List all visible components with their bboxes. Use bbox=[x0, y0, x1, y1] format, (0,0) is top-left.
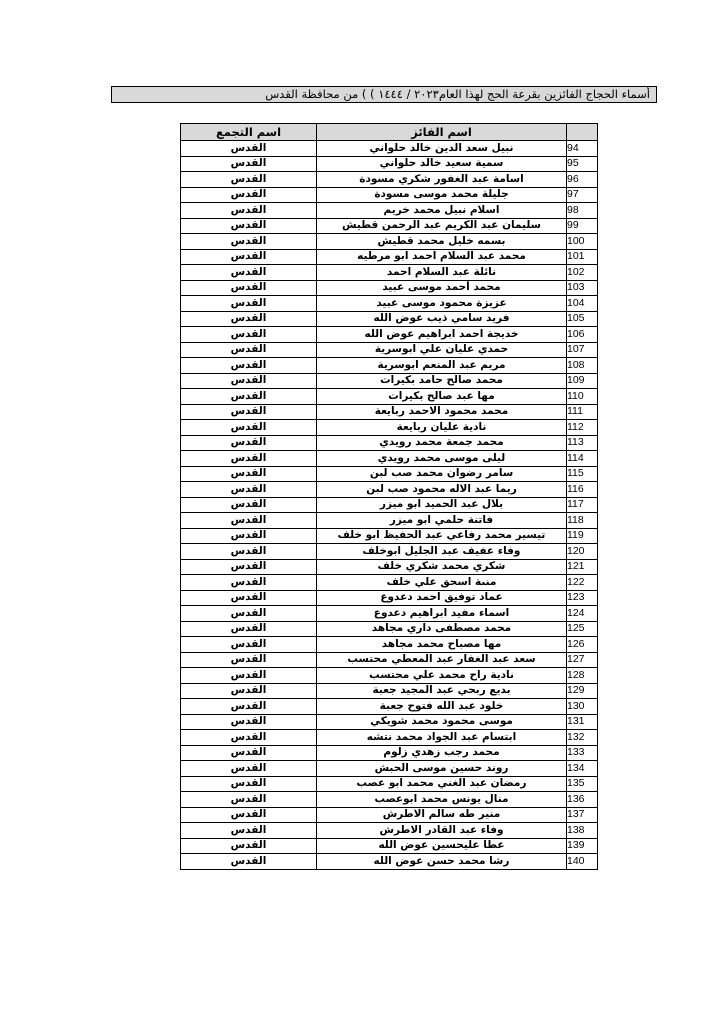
winner-name: عزيزة محمود موسى عبيد bbox=[317, 296, 567, 312]
group-name: القدس bbox=[181, 513, 317, 529]
row-number: 107 bbox=[567, 342, 598, 358]
winner-name: مها عبد صالح بكيرات bbox=[317, 389, 567, 405]
table-row bbox=[181, 296, 598, 312]
group-name: القدس bbox=[181, 683, 317, 699]
column-header-group: اسم التجمع bbox=[181, 124, 317, 141]
group-name: القدس bbox=[181, 637, 317, 653]
row-number: 114 bbox=[567, 451, 598, 467]
table-row bbox=[181, 513, 598, 529]
row-number: 121 bbox=[567, 559, 598, 575]
table-row bbox=[181, 265, 598, 281]
group-name: القدس bbox=[181, 792, 317, 808]
row-number: 126 bbox=[567, 637, 598, 653]
group-name: القدس bbox=[181, 807, 317, 823]
group-name: القدس bbox=[181, 373, 317, 389]
group-name: القدس bbox=[181, 730, 317, 746]
table-row bbox=[181, 451, 598, 467]
table-row bbox=[181, 249, 598, 265]
winner-name: شكري محمد شكري خلف bbox=[317, 559, 567, 575]
table-row bbox=[181, 699, 598, 715]
winner-name: فريد سامي ذيب عوض الله bbox=[317, 311, 567, 327]
winner-name: سمية سعيد خالد حلواني bbox=[317, 156, 567, 172]
winner-name: مها مصباح محمد مجاهد bbox=[317, 637, 567, 653]
group-name: القدس bbox=[181, 141, 317, 157]
group-name: القدس bbox=[181, 482, 317, 498]
row-number: 117 bbox=[567, 497, 598, 513]
row-number: 133 bbox=[567, 745, 598, 761]
winner-name: فاتنة حلمي ابو ميزر bbox=[317, 513, 567, 529]
winner-name: بديع ربحي عبد المجيد جعبة bbox=[317, 683, 567, 699]
group-name: القدس bbox=[181, 854, 317, 870]
group-name: القدس bbox=[181, 187, 317, 203]
group-name: القدس bbox=[181, 575, 317, 591]
table-row bbox=[181, 854, 598, 870]
winner-name: نبيل سعد الدين خالد حلواني bbox=[317, 141, 567, 157]
row-number: 106 bbox=[567, 327, 598, 343]
table-row bbox=[181, 218, 598, 234]
row-number: 131 bbox=[567, 714, 598, 730]
group-name: القدس bbox=[181, 249, 317, 265]
row-number: 132 bbox=[567, 730, 598, 746]
row-number: 138 bbox=[567, 823, 598, 839]
table-row bbox=[181, 234, 598, 250]
row-number: 111 bbox=[567, 404, 598, 420]
row-number: 105 bbox=[567, 311, 598, 327]
group-name: القدس bbox=[181, 497, 317, 513]
row-number: 97 bbox=[567, 187, 598, 203]
winner-name: منال يونس محمد ابوعصب bbox=[317, 792, 567, 808]
group-name: القدس bbox=[181, 668, 317, 684]
row-number: 140 bbox=[567, 854, 598, 870]
winner-name: نادية راح محمد علي محتسب bbox=[317, 668, 567, 684]
winner-name: بلال عبد الحميد ابو ميزر bbox=[317, 497, 567, 513]
group-name: القدس bbox=[181, 451, 317, 467]
winner-name: نائلة عبد السلام احمد bbox=[317, 265, 567, 281]
table-row bbox=[181, 621, 598, 637]
winner-name: روند حسين موسى الحبش bbox=[317, 761, 567, 777]
row-number: 129 bbox=[567, 683, 598, 699]
winner-name: عماد توفيق احمد دعدوع bbox=[317, 590, 567, 606]
table-row bbox=[181, 745, 598, 761]
row-number: 135 bbox=[567, 776, 598, 792]
row-number: 112 bbox=[567, 420, 598, 436]
table-row bbox=[181, 466, 598, 482]
group-name: القدس bbox=[181, 761, 317, 777]
row-number: 134 bbox=[567, 761, 598, 777]
table-row bbox=[181, 358, 598, 374]
row-number: 110 bbox=[567, 389, 598, 405]
row-number: 108 bbox=[567, 358, 598, 374]
group-name: القدس bbox=[181, 404, 317, 420]
group-name: القدس bbox=[181, 265, 317, 281]
row-number: 130 bbox=[567, 699, 598, 715]
winner-name: اسماء مفيد ابراهيم دعدوع bbox=[317, 606, 567, 622]
row-number: 128 bbox=[567, 668, 598, 684]
table-row bbox=[181, 404, 598, 420]
table-row bbox=[181, 327, 598, 343]
row-number: 137 bbox=[567, 807, 598, 823]
winner-name: عطا عليحسين عوض الله bbox=[317, 838, 567, 854]
winner-name: وفاء عفيف عبد الجليل ابوخلف bbox=[317, 544, 567, 560]
winner-name: منىة اسحق علي خلف bbox=[317, 575, 567, 591]
winner-name: حمدي عليان علي ابوسرية bbox=[317, 342, 567, 358]
table-row bbox=[181, 311, 598, 327]
group-name: القدس bbox=[181, 327, 317, 343]
winner-name: محمد عبد السلام احمد ابو مرطيه bbox=[317, 249, 567, 265]
group-name: القدس bbox=[181, 745, 317, 761]
row-number: 95 bbox=[567, 156, 598, 172]
winner-name: اسلام نبيل محمد خريم bbox=[317, 203, 567, 219]
winner-name: ليلى موسى محمد رويدي bbox=[317, 451, 567, 467]
row-number: 101 bbox=[567, 249, 598, 265]
group-name: القدس bbox=[181, 714, 317, 730]
winner-name: محمد جمعة محمد رويدي bbox=[317, 435, 567, 451]
winner-name: خديجة احمد ابراهيم عوض الله bbox=[317, 327, 567, 343]
table-row bbox=[181, 187, 598, 203]
group-name: القدس bbox=[181, 559, 317, 575]
table-row bbox=[181, 730, 598, 746]
winner-name: رمضان عبد الغني محمد ابو عصب bbox=[317, 776, 567, 792]
group-name: القدس bbox=[181, 234, 317, 250]
table-row bbox=[181, 683, 598, 699]
winner-name: بسمه خليل محمد قطيش bbox=[317, 234, 567, 250]
table-row bbox=[181, 373, 598, 389]
column-header-number bbox=[567, 124, 598, 141]
row-number: 127 bbox=[567, 652, 598, 668]
group-name: القدس bbox=[181, 203, 317, 219]
row-number: 113 bbox=[567, 435, 598, 451]
table-row bbox=[181, 776, 598, 792]
row-number: 122 bbox=[567, 575, 598, 591]
row-number: 124 bbox=[567, 606, 598, 622]
winner-name: سامر رضوان محمد صب لبن bbox=[317, 466, 567, 482]
winner-name: ريما عبد الاله محمود صب لبن bbox=[317, 482, 567, 498]
table-row bbox=[181, 575, 598, 591]
group-name: القدس bbox=[181, 621, 317, 637]
winner-name: محمد مصطفى داري مجاهد bbox=[317, 621, 567, 637]
row-number: 123 bbox=[567, 590, 598, 606]
group-name: القدس bbox=[181, 838, 317, 854]
table-row bbox=[181, 590, 598, 606]
group-name: القدس bbox=[181, 280, 317, 296]
winners-table bbox=[180, 123, 598, 870]
winner-name: وفاء عبد القادر الاطرش bbox=[317, 823, 567, 839]
group-name: القدس bbox=[181, 652, 317, 668]
group-name: القدس bbox=[181, 699, 317, 715]
table-row bbox=[181, 652, 598, 668]
table-row bbox=[181, 528, 598, 544]
table-row bbox=[181, 559, 598, 575]
table-row bbox=[181, 172, 598, 188]
row-number: 94 bbox=[567, 141, 598, 157]
row-number: 109 bbox=[567, 373, 598, 389]
group-name: القدس bbox=[181, 311, 317, 327]
table-row bbox=[181, 203, 598, 219]
table-row bbox=[181, 761, 598, 777]
column-header-name: اسم الفائز bbox=[317, 124, 567, 141]
table-row bbox=[181, 668, 598, 684]
winner-name: سليمان عبد الكريم عبد الرحمن قطيش bbox=[317, 218, 567, 234]
row-number: 139 bbox=[567, 838, 598, 854]
winner-name: محمد صالح حامد بكيرات bbox=[317, 373, 567, 389]
table-row bbox=[181, 342, 598, 358]
page-title: أسماء الحجاج الفائزين بقرعة الحج لهذا العام٢٠٢٣ / ١٤٤٤ ) ) من محافظة القدس bbox=[111, 86, 657, 103]
winner-name: منير طه سالم الاطرش bbox=[317, 807, 567, 823]
group-name: القدس bbox=[181, 296, 317, 312]
table-row bbox=[181, 792, 598, 808]
winner-name: خلود عبد الله فتوح جعبة bbox=[317, 699, 567, 715]
winner-name: محمد رجب زهدي زلوم bbox=[317, 745, 567, 761]
winner-name: ابتسام عبد الجواد محمد نتشه bbox=[317, 730, 567, 746]
winner-name: محمد محمود الاحمد ربايعة bbox=[317, 404, 567, 420]
group-name: القدس bbox=[181, 590, 317, 606]
table-row bbox=[181, 714, 598, 730]
group-name: القدس bbox=[181, 420, 317, 436]
group-name: القدس bbox=[181, 466, 317, 482]
row-number: 103 bbox=[567, 280, 598, 296]
row-number: 102 bbox=[567, 265, 598, 281]
group-name: القدس bbox=[181, 544, 317, 560]
group-name: القدس bbox=[181, 218, 317, 234]
group-name: القدس bbox=[181, 528, 317, 544]
table-row bbox=[181, 823, 598, 839]
winner-name: رشا محمد حسن عوض الله bbox=[317, 854, 567, 870]
table-row bbox=[181, 156, 598, 172]
row-number: 104 bbox=[567, 296, 598, 312]
row-number: 136 bbox=[567, 792, 598, 808]
winner-name: جليلة محمد موسى مسودة bbox=[317, 187, 567, 203]
table-row bbox=[181, 838, 598, 854]
table-row bbox=[181, 420, 598, 436]
winner-name: اسامة عبد الغفور شكري مسودة bbox=[317, 172, 567, 188]
winner-name: سعد عبد الغفار عبد المعطي محتسب bbox=[317, 652, 567, 668]
group-name: القدس bbox=[181, 172, 317, 188]
row-number: 116 bbox=[567, 482, 598, 498]
table-row bbox=[181, 807, 598, 823]
row-number: 118 bbox=[567, 513, 598, 529]
table-row bbox=[181, 389, 598, 405]
row-number: 119 bbox=[567, 528, 598, 544]
table-row bbox=[181, 497, 598, 513]
group-name: القدس bbox=[181, 435, 317, 451]
table-row bbox=[181, 544, 598, 560]
group-name: القدس bbox=[181, 606, 317, 622]
row-number: 115 bbox=[567, 466, 598, 482]
row-number: 120 bbox=[567, 544, 598, 560]
table-body bbox=[181, 141, 598, 870]
winner-name: محمد أحمد موسى عبيد bbox=[317, 280, 567, 296]
row-number: 96 bbox=[567, 172, 598, 188]
group-name: القدس bbox=[181, 342, 317, 358]
group-name: القدس bbox=[181, 776, 317, 792]
group-name: القدس bbox=[181, 823, 317, 839]
table-row bbox=[181, 280, 598, 296]
row-number: 125 bbox=[567, 621, 598, 637]
winner-name: مريم عبد المنعم ابوسرية bbox=[317, 358, 567, 374]
group-name: القدس bbox=[181, 358, 317, 374]
row-number: 100 bbox=[567, 234, 598, 250]
table-row bbox=[181, 637, 598, 653]
table-row bbox=[181, 606, 598, 622]
table-row bbox=[181, 141, 598, 157]
winner-name: نادية عليان ربايعة bbox=[317, 420, 567, 436]
table-row bbox=[181, 435, 598, 451]
group-name: القدس bbox=[181, 389, 317, 405]
group-name: القدس bbox=[181, 156, 317, 172]
table-row bbox=[181, 482, 598, 498]
winner-name: موسى محمود محمد شويكي bbox=[317, 714, 567, 730]
row-number: 98 bbox=[567, 203, 598, 219]
winner-name: تيسير محمد رفاعي عبد الحفيظ ابو خلف bbox=[317, 528, 567, 544]
table-header-row bbox=[181, 124, 598, 141]
row-number: 99 bbox=[567, 218, 598, 234]
